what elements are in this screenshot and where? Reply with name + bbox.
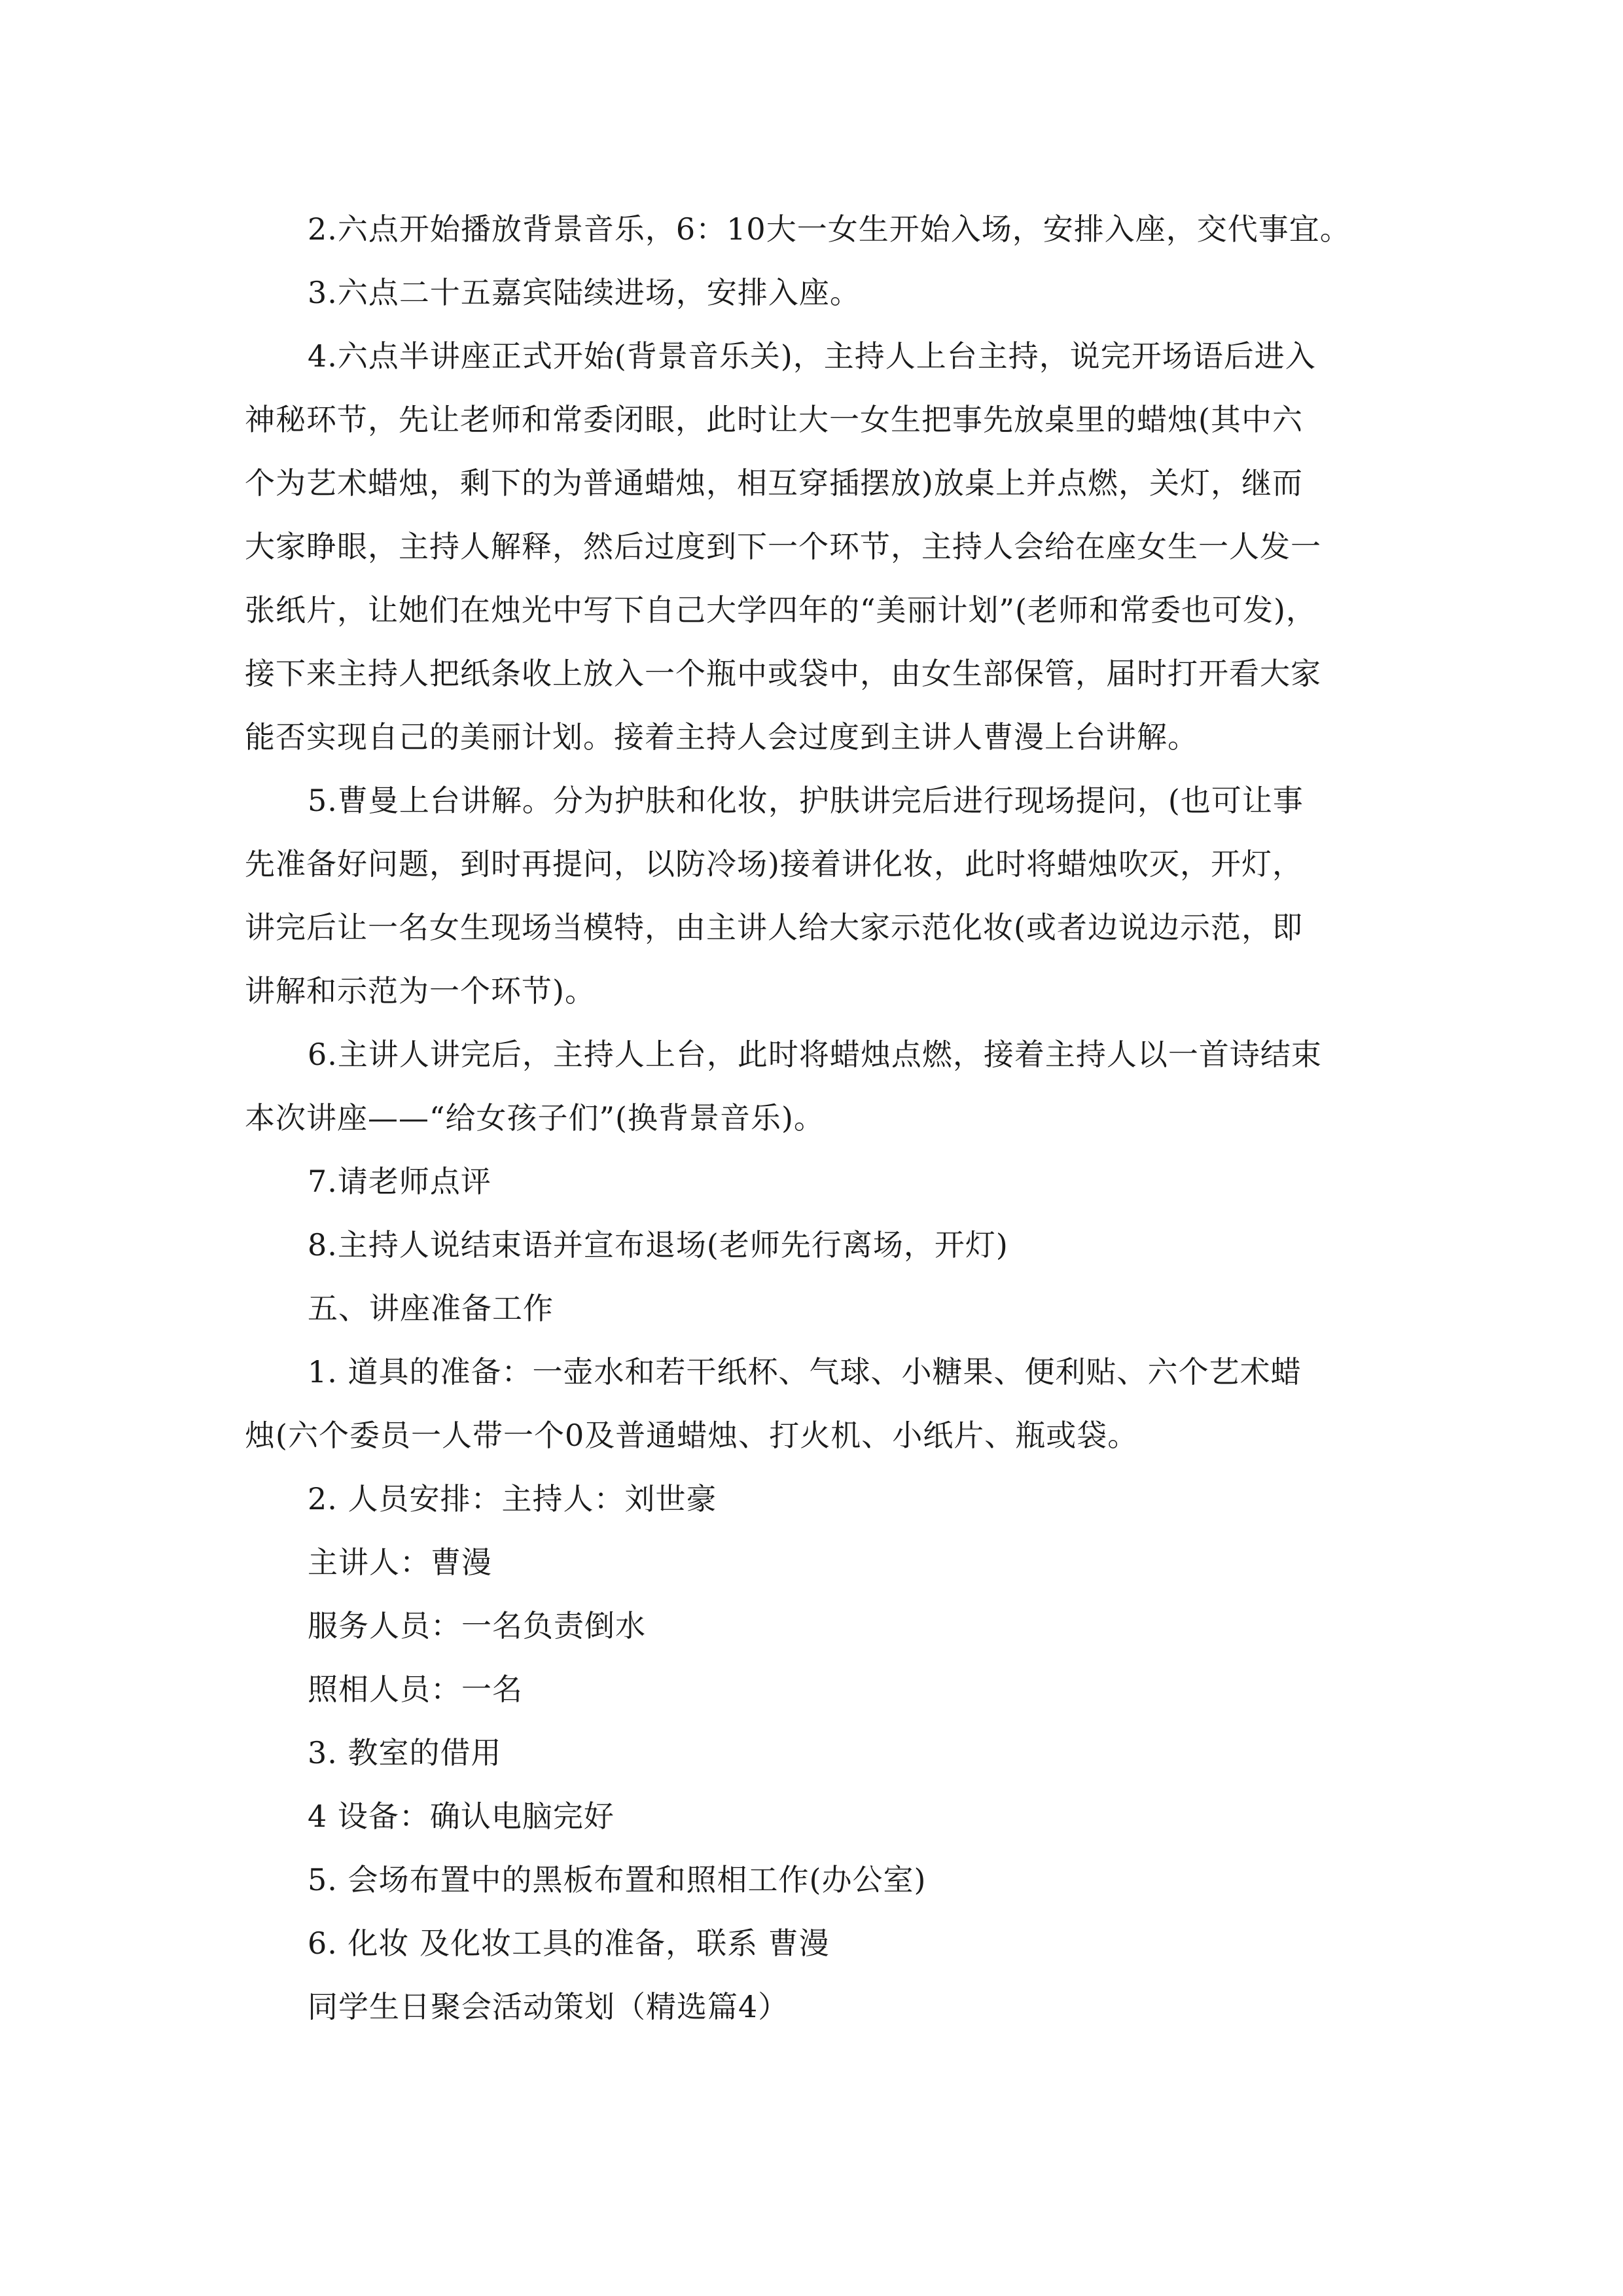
paragraph-line: 大家睁眼，主持人解释，然后过度到下一个环节，主持人会给在座女生一人发一 xyxy=(245,529,1321,564)
paragraph-line: 先准备好问题，到时再提问，以防冷场)接着讲化妆，此时将蜡烛吹灭，开灯， xyxy=(245,846,1303,882)
paragraph-line: 服务人员：一名负责倒水 xyxy=(308,1608,646,1643)
paragraph-line: 接下来主持人把纸条收上放入一个瓶中或袋中，由女生部保管，届时打开看大家 xyxy=(245,656,1321,691)
paragraph-line: 照相人员：一名 xyxy=(308,1672,523,1707)
paragraph-line: 本次讲座——“给女孩子们”(换背景音乐)。 xyxy=(245,1100,825,1136)
paragraph-line: 7.请老师点评 xyxy=(308,1164,491,1199)
section-title: 同学生日聚会活动策划（精选篇4） xyxy=(308,1989,789,2024)
paragraph-line: 4 设备：确认电脑完好 xyxy=(308,1799,615,1834)
paragraph-line: 烛(六个委员一人带一个0及普通蜡烛、打火机、小纸片、瓶或袋。 xyxy=(245,1418,1139,1453)
paragraph-line: 个为艺术蜡烛，剩下的为普通蜡烛，相互穿插摆放)放桌上并点燃，关灯，继而 xyxy=(245,465,1303,501)
paragraph-line: 5. 会场布置中的黑板布置和照相工作(办公室) xyxy=(308,1862,927,1897)
paragraph-line: 5.曹曼上台讲解。分为护肤和化妆，护肤讲完后进行现场提问，(也可让事 xyxy=(308,783,1304,818)
paragraph-line: 8.主持人说结束语并宣布退场(老师先行离场，开灯) xyxy=(308,1227,1008,1263)
paragraph-line: 主讲人：曹漫 xyxy=(308,1545,492,1580)
paragraph-line: 6. 化妆 及化妆工具的准备，联系 曹漫 xyxy=(308,1926,830,1961)
paragraph-line: 神秘环节，先让老师和常委闭眼，此时让大一女生把事先放桌里的蜡烛(其中六 xyxy=(245,402,1303,437)
paragraph-line: 6.主讲人讲完后，主持人上台，此时将蜡烛点燃，接着主持人以一首诗结束 xyxy=(308,1037,1322,1072)
paragraph-line: 张纸片，让她们在烛光中写下自己大学四年的“美丽计划”(老师和常委也可发)， xyxy=(245,592,1317,628)
paragraph-line: 讲完后让一名女生现场当模特，由主讲人给大家示范化妆(或者边说边示范，即 xyxy=(245,910,1303,945)
paragraph-line: 3. 教室的借用 xyxy=(308,1735,502,1770)
paragraph-line: 3.六点二十五嘉宾陆续进场，安排入座。 xyxy=(308,275,861,310)
paragraph-line: 能否实现自己的美丽计划。接着主持人会过度到主讲人曹漫上台讲解。 xyxy=(245,719,1198,755)
paragraph-line: 2.六点开始播放背景音乐，6：10大一女生开始入场，安排入座，交代事宜。 xyxy=(308,211,1351,247)
paragraph-line: 2. 人员安排：主持人：刘世豪 xyxy=(308,1481,717,1516)
paragraph-line: 4.六点半讲座正式开始(背景音乐关)，主持人上台主持，说完开场语后进入 xyxy=(308,338,1316,374)
paragraph-line: 讲解和示范为一个环节)。 xyxy=(245,973,596,1009)
section-heading: 五、讲座准备工作 xyxy=(308,1291,554,1326)
paragraph-line: 1. 道具的准备：一壶水和若干纸杯、气球、小糖果、便利贴、六个艺术蜡 xyxy=(308,1354,1302,1390)
